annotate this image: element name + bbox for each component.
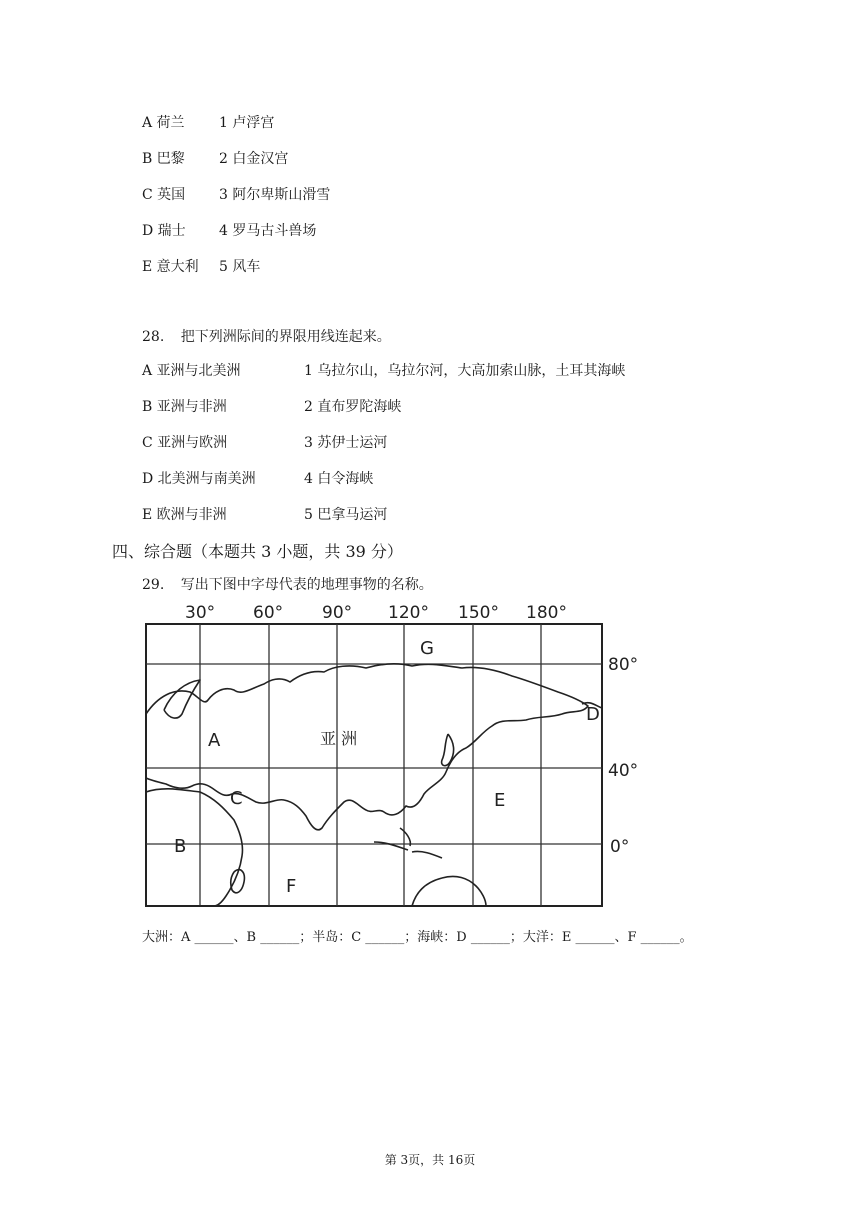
map-letter-C: C (230, 788, 243, 809)
map-letter-B: B (174, 836, 187, 857)
map-letter-F: F (286, 876, 297, 897)
match-right: 4 白令海峡 (304, 471, 374, 487)
lat-label: 40° (608, 761, 639, 781)
match-right: 2 白金汉宫 (219, 151, 289, 167)
question-prompt: 写出下图中字母代表的地理事物的名称。 (180, 577, 433, 593)
question-number: 29. (142, 577, 165, 593)
question-28 (142, 326, 391, 346)
map-letter-E: E (494, 790, 506, 811)
world-map-figure (130, 596, 650, 914)
map-letter-A: A (208, 730, 221, 751)
match-right: 1 乌拉尔山，乌拉尔河，大高加索山脉，土耳其海峡 (304, 363, 626, 379)
lon-label: 180° (526, 603, 567, 623)
land-outline (146, 664, 602, 906)
match-left: E 意大利 (142, 259, 199, 275)
match-left: D 瑞士 (142, 223, 186, 239)
match-right: 4 罗马古斗兽场 (219, 223, 317, 239)
match-left: A 亚洲与北美洲 (142, 363, 241, 379)
question-number: 28. (142, 329, 165, 345)
lon-label: 120° (388, 603, 429, 623)
match-left: C 英国 (142, 187, 186, 203)
match-left: B 亚洲与非洲 (142, 399, 227, 415)
lon-label: 150° (458, 603, 499, 623)
match-right: 5 巴拿马运河 (304, 507, 388, 523)
match-right: 3 苏伊士运河 (304, 435, 388, 451)
lat-label: 80° (608, 655, 639, 675)
section-title: 四、综合题（本题共 3 小题，共 39 分） (112, 542, 403, 561)
continent-label: 亚 洲 (320, 729, 358, 748)
match-right: 5 风车 (219, 259, 261, 275)
map-letter-G: G (420, 638, 434, 659)
lon-label: 30° (185, 603, 216, 623)
question-29 (142, 574, 433, 594)
match-right: 1 卢浮宫 (219, 115, 275, 131)
question-prompt: 把下列洲际间的界限用线连起来。 (180, 329, 391, 345)
match-left: C 亚洲与欧洲 (142, 435, 228, 451)
lon-label: 60° (253, 603, 284, 623)
lon-label: 90° (322, 603, 353, 623)
match-left: A 荷兰 (142, 115, 185, 131)
match-left: D 北美洲与南美洲 (142, 471, 256, 487)
match-right: 3 阿尔卑斯山滑雪 (219, 187, 331, 203)
lat-label: 0° (610, 837, 630, 857)
match-left: E 欧洲与非洲 (142, 507, 227, 523)
answer-fill-line: 大洲：A ______、B ______；半岛：C ______；海峡：D ______；大洋：E ______、F ______。 (142, 930, 693, 945)
map-letter-D: D (586, 704, 600, 725)
match-right: 2 直布罗陀海峡 (304, 399, 402, 415)
page-footer: 第 3页，共 16页 (384, 1153, 476, 1167)
match-left: B 巴黎 (142, 151, 185, 167)
